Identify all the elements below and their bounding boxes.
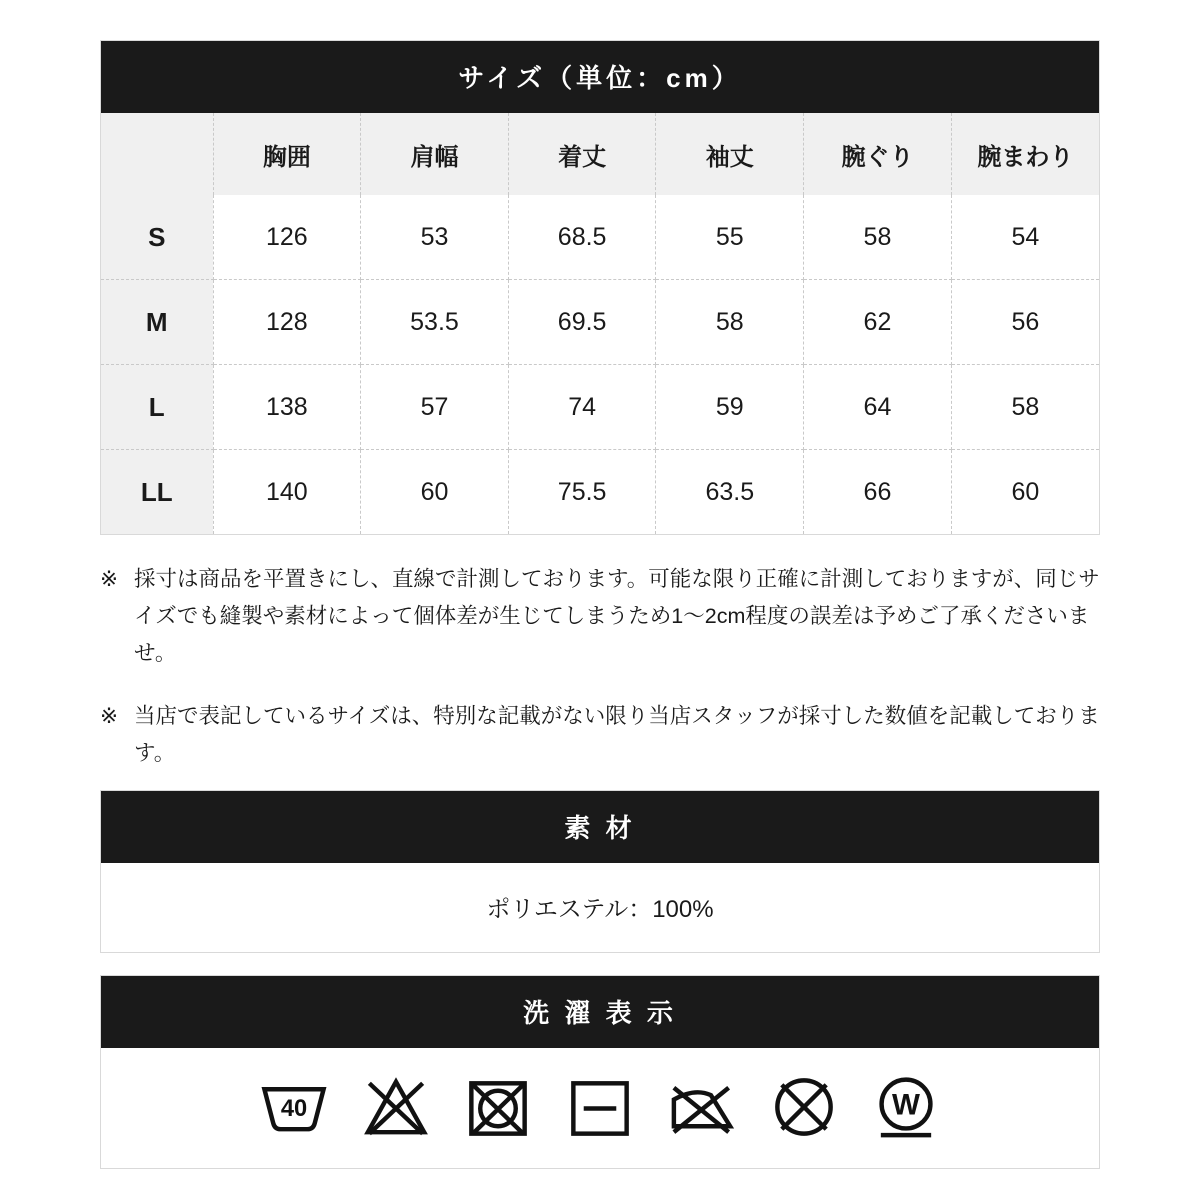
table-header-cell: 腕まわり (951, 113, 1099, 195)
notes-section (100, 561, 1100, 772)
table-cell: 69.5 (508, 280, 656, 365)
table-header-cell: 肩幅 (361, 113, 509, 195)
table-row (101, 450, 1099, 535)
table-header-cell: 袖丈 (656, 113, 804, 195)
row-label: L (101, 365, 213, 450)
wash-temperature-label: 40 (280, 1095, 308, 1122)
table-header-cell: 腕ぐり (804, 113, 952, 195)
table-cell: 64 (804, 365, 952, 450)
table-cell: 60 (361, 450, 509, 535)
table-header-row (101, 113, 1099, 195)
table-cell: 126 (213, 195, 361, 280)
drip-dry-flat-icon (563, 1070, 637, 1144)
table-cell: 128 (213, 280, 361, 365)
size-table-block (100, 40, 1100, 535)
table-cell: 138 (213, 365, 361, 450)
table-cell: 59 (656, 365, 804, 450)
material-value: ポリエステル：100% (101, 863, 1099, 952)
table-cell: 140 (213, 450, 361, 535)
table-cell: 57 (361, 365, 509, 450)
no-tumble-dry-icon (461, 1070, 535, 1144)
table-cell: 53.5 (361, 280, 509, 365)
table-header-cell: 胸囲 (213, 113, 361, 195)
table-cell: 60 (1011, 477, 1040, 506)
material-block (100, 790, 1100, 953)
no-bleach-icon (359, 1070, 433, 1144)
table-cell: 58 (656, 280, 804, 365)
wash-icon-row (101, 1048, 1099, 1168)
size-table (101, 113, 1099, 534)
row-label: S (101, 195, 213, 280)
table-cell: 54 (951, 195, 1099, 280)
table-cell: 74 (508, 365, 656, 450)
table-row (101, 195, 1099, 280)
no-iron-icon (665, 1070, 739, 1144)
note-measurement (100, 561, 1100, 672)
table-cell: 68.5 (508, 195, 656, 280)
wash-40-icon (257, 1070, 331, 1144)
table-row (101, 365, 1099, 450)
note-mark: ※ (100, 567, 119, 591)
row-label: LL (101, 450, 213, 535)
table-header-cell (101, 113, 213, 195)
table-cell: 55 (656, 195, 804, 280)
wash-label-title: 洗 濯 表 示 (101, 976, 1099, 1048)
table-cell: 53 (361, 195, 509, 280)
material-title: 素 材 (101, 791, 1099, 863)
note-text: 当店で表記しているサイズは、特別な記載がない限り当店スタッフが採寸した数値を記載しております。 (134, 703, 1100, 765)
row-label: M (101, 280, 213, 365)
size-table-title: サイズ（単位：cm） (101, 41, 1099, 113)
note-mark: ※ (100, 703, 119, 728)
table-cell: 58 (804, 195, 952, 280)
no-dry-clean-icon (767, 1070, 841, 1144)
table-cell: 66 (804, 450, 952, 535)
table-row (101, 280, 1099, 365)
note-text: 採寸は商品を平置きにし、直線で計測しております。可能な限り正確に計測しておりますが、同じサイズでも縫製や素材によって個体差が生じてしまうため1〜2cm程度の誤差は予めご了承くださいませ。 (134, 567, 1100, 665)
wash-label-block (100, 975, 1100, 1169)
table-header-cell: 着丈 (508, 113, 656, 195)
table-cell: 62 (804, 280, 952, 365)
table-cell: 56 (951, 280, 1099, 365)
table-cell: 63.5 (656, 450, 804, 535)
table-cell: 58 (951, 365, 1099, 450)
table-cell: 75.5 (508, 450, 656, 535)
wet-clean-w-icon (869, 1070, 943, 1144)
wet-clean-letter: W (892, 1088, 920, 1122)
note-staff-measured (100, 698, 1100, 772)
